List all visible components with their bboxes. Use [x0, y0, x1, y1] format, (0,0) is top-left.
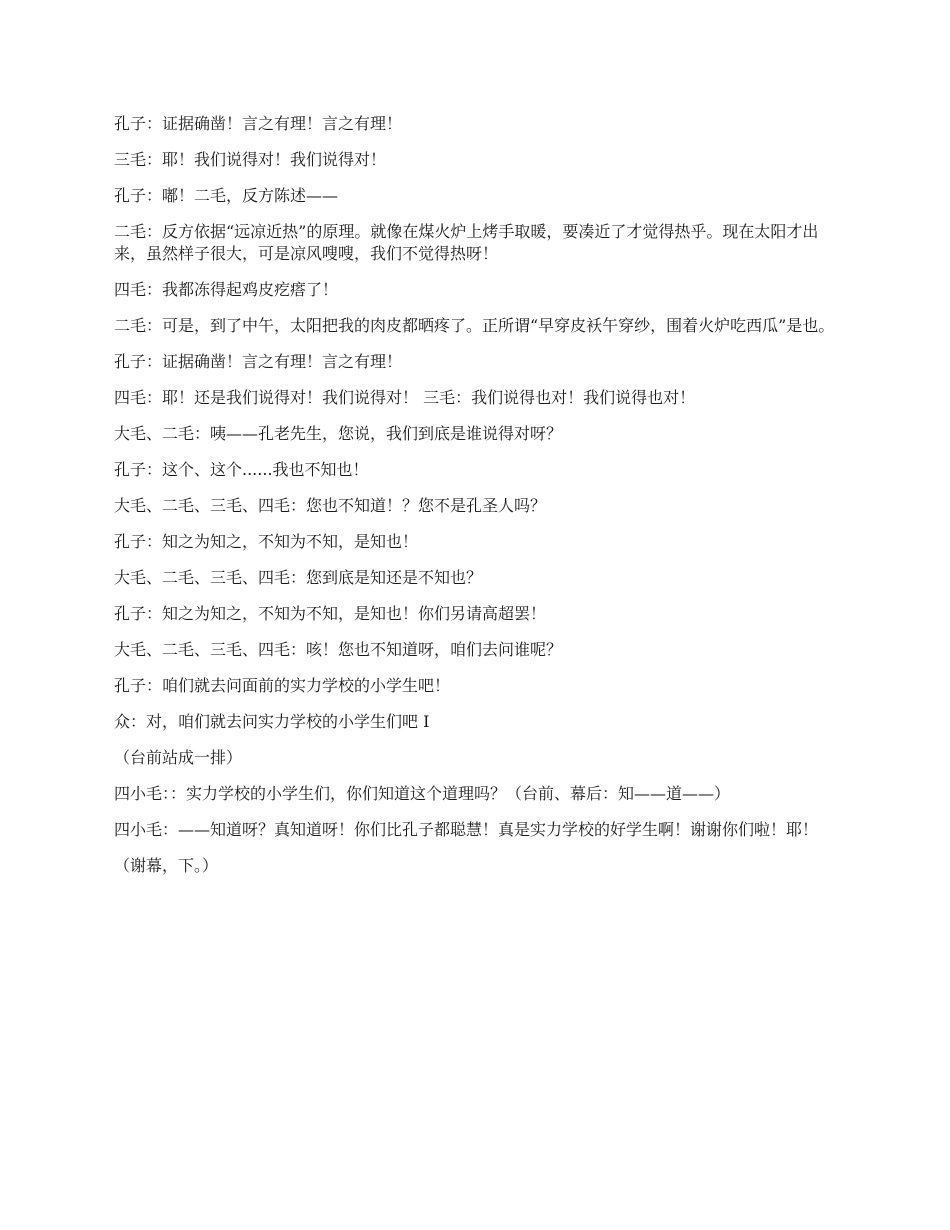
paragraph: 孔子：嘟！二毛，反方陈述—— — [114, 186, 339, 205]
paragraph: 四小毛：：实力学校的小学生们，你们知道这个道理吗？（台前、幕后：知——道——） — [114, 784, 731, 803]
paragraph: （台前站成一排） — [114, 748, 243, 767]
paragraph: 四毛：我都冻得起鸡皮疙瘩了！ — [114, 280, 339, 299]
paragraph: 大毛、二毛、三毛、四毛：您也不知道！？您不是孔圣人吗？ — [114, 496, 547, 515]
paragraph: 四小毛：——知道呀？真知道呀！你们比孔子都聪慧！真是实力学校的好学生啊！谢谢你们啦！耶！ — [114, 820, 819, 839]
paragraph: 孔子：这个、这个......我也不知也！ — [114, 460, 369, 479]
paragraph: 孔子：证据确凿！言之有理！言之有理！ — [114, 352, 403, 371]
paragraph: 孔子：知之为知之，不知为不知，是知也！ — [114, 532, 419, 551]
paragraph: 孔子：证据确凿！言之有理！言之有理！ — [114, 114, 403, 133]
paragraph: 大毛、二毛：咦——孔老先生，您说，我们到底是谁说得对呀？ — [114, 424, 563, 443]
paragraph: 孔子：知之为知之，不知为不知，是知也！你们另请高超罢！ — [114, 604, 547, 623]
paragraph: 二毛：可是，到了中午，太阳把我的肉皮都晒疼了。正所谓“早穿皮袄午穿纱，围着火炉吃西瓜”是也。 — [114, 316, 835, 335]
paragraph: 孔子：咱们就去问面前的实力学校的小学生吧！ — [114, 676, 451, 695]
paragraph: 四毛：耶！还是我们说得对！我们说得对！ 三毛：我们说得也对！我们说得也对！ — [114, 388, 696, 407]
paragraph: 三毛：耶！我们说得对！我们说得对！ — [114, 150, 387, 169]
paragraph: 大毛、二毛、三毛、四毛：您到底是知还是不知也？ — [114, 568, 483, 587]
paragraph: （谢幕，下。） — [114, 856, 219, 875]
paragraph: 大毛、二毛、三毛、四毛：咳！您也不知道呀，咱们去问谁呢？ — [114, 640, 563, 659]
document-body — [114, 113, 840, 891]
paragraph: 二毛：反方依据“远凉近热”的原理。就像在煤火炉上烤手取暖，要凑近了才觉得热乎。现在太阳才出来，虽然样子很大，可是凉风嗖嗖，我们不觉得热呀！ — [114, 222, 819, 263]
paragraph: 众：对，咱们就去问实力学校的小学生们吧 I — [114, 712, 430, 731]
